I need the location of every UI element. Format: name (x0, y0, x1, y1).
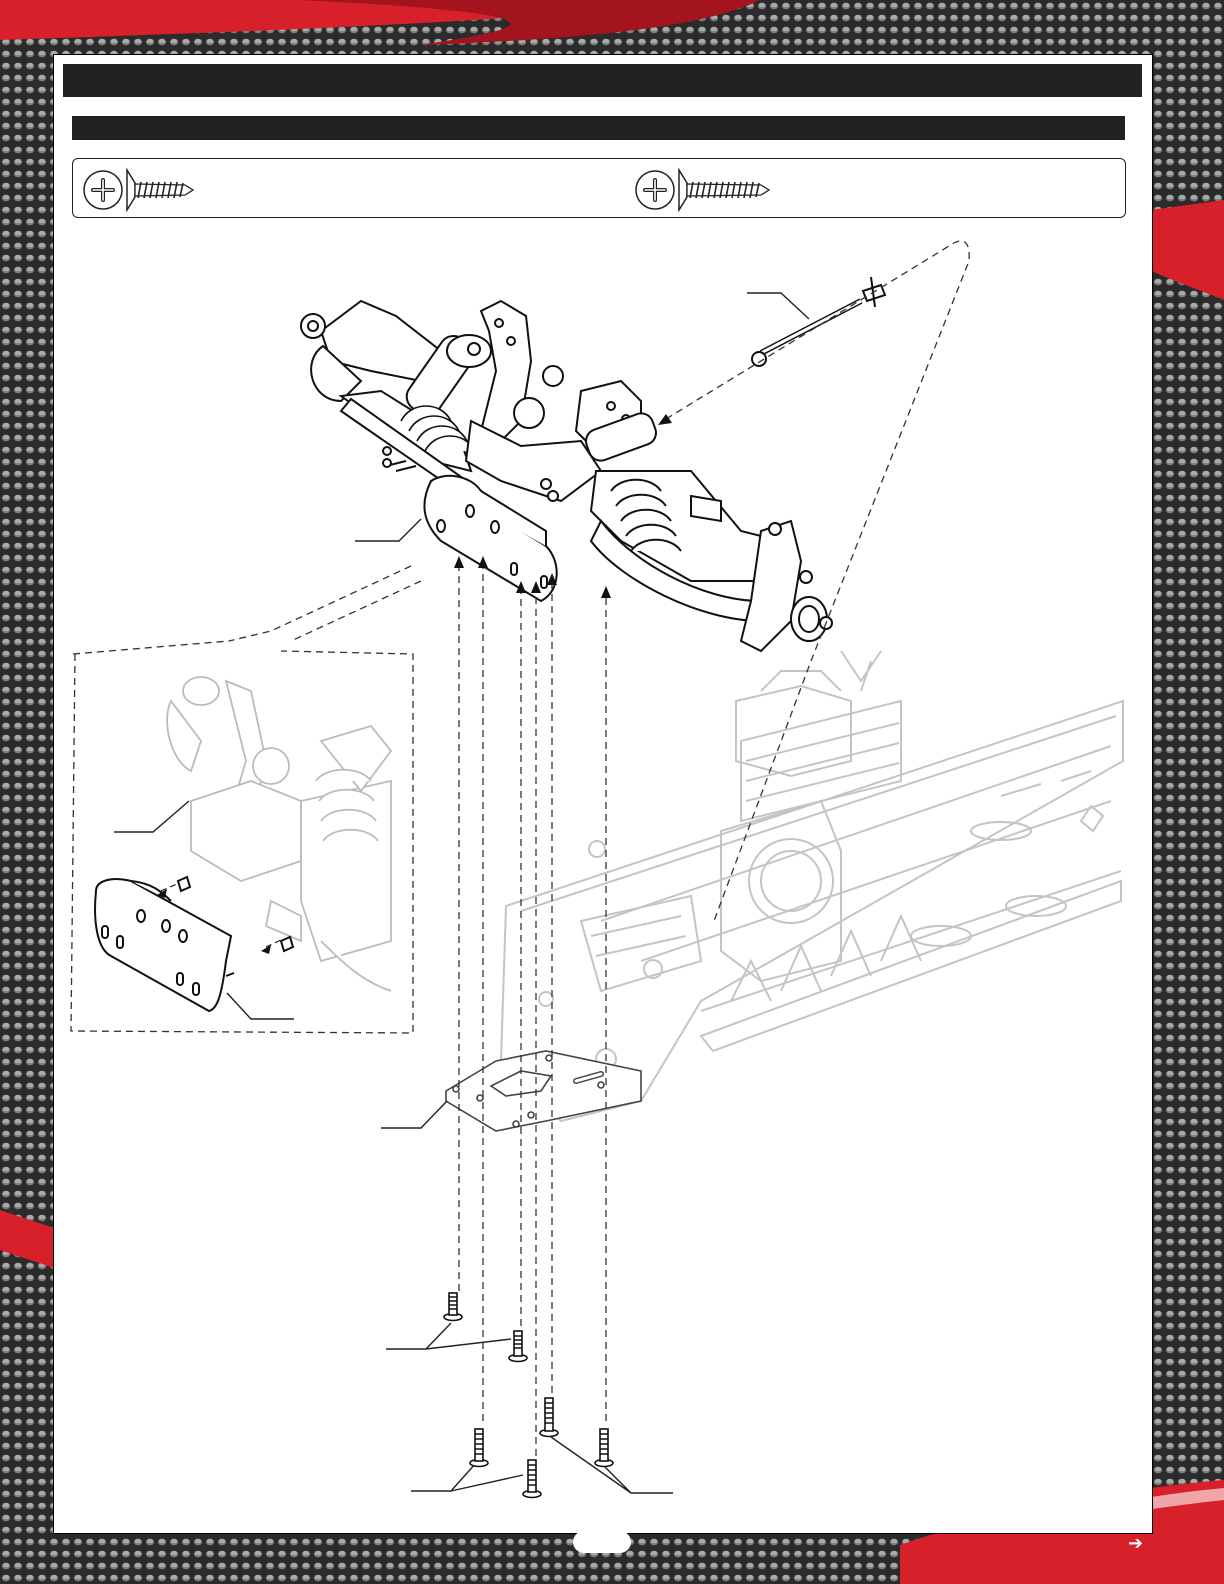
assembly-diagram (54, 55, 1152, 1533)
screw (509, 1331, 527, 1362)
screw (444, 1293, 462, 1321)
front-suspension-assembly (301, 301, 832, 651)
front-bulkhead-plate (446, 1051, 641, 1131)
instruction-page (53, 54, 1153, 1534)
drive-shaft (752, 277, 885, 366)
arrow-right-icon: ➔ (1128, 1533, 1144, 1553)
screw (523, 1460, 541, 1498)
page-number-badge (573, 1531, 631, 1553)
screw (540, 1398, 558, 1437)
chassis-ghost (501, 651, 1123, 1121)
front-bumper (424, 476, 556, 601)
screw (595, 1429, 613, 1467)
leader-lines (114, 293, 809, 1493)
screw (470, 1429, 488, 1467)
screws (444, 1293, 613, 1498)
detail-inset (95, 677, 391, 1011)
